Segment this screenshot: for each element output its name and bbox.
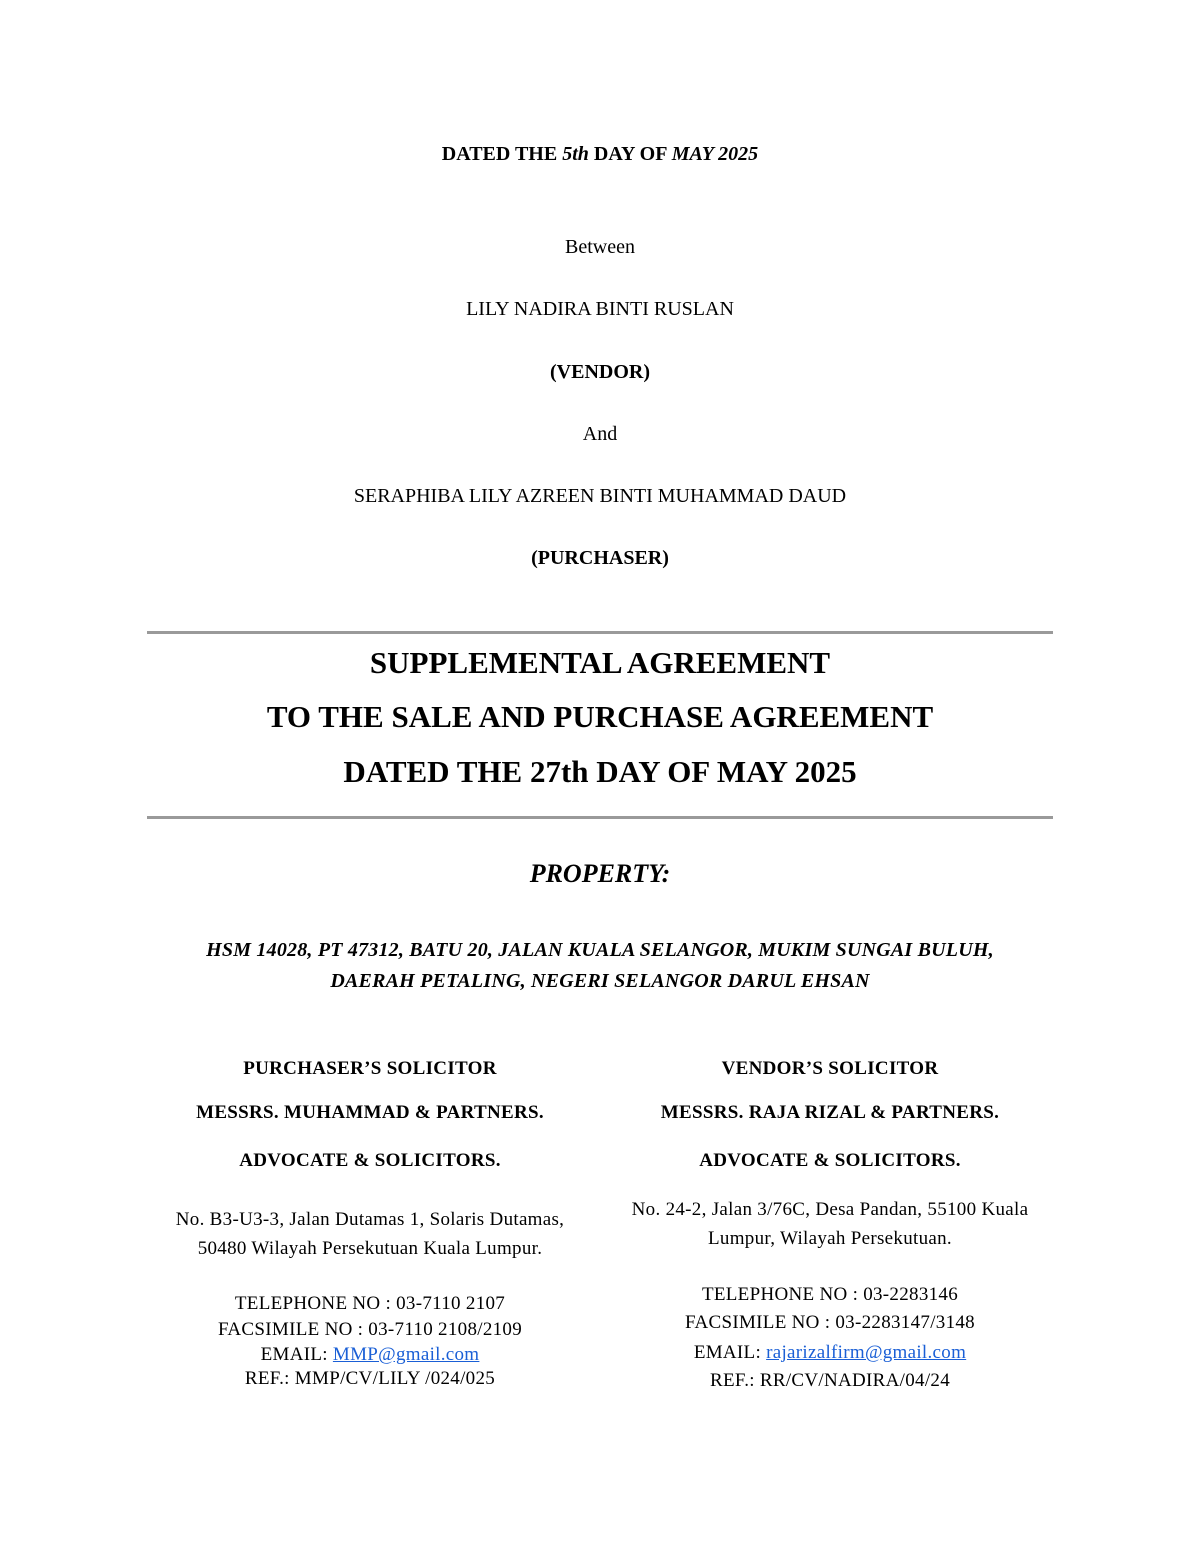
purchaser-solicitor-firm: MESSRS. MUHAMMAD & PARTNERS. xyxy=(196,1102,544,1123)
purchaser-solicitor-address-line-1: No. B3-U3-3, Jalan Dutamas 1, Solaris Dutamas, xyxy=(175,1209,565,1230)
title-rule-bottom xyxy=(147,816,1053,819)
purchaser-solicitor-type: ADVOCATE & SOLICITORS. xyxy=(239,1150,501,1171)
title-line-1: SUPPLEMENTAL AGREEMENT xyxy=(369,645,831,680)
purchaser-solicitor-email-label: EMAIL: xyxy=(260,1344,328,1365)
vendor-solicitor-email-line xyxy=(590,1342,1070,1364)
between-label: Between xyxy=(565,236,635,258)
property-description-line-1: HSM 14028, PT 47312, BATU 20, JALAN KUALA SELANGOR, MUKIM SUNGAI BULUH, xyxy=(206,939,994,961)
purchaser-solicitor-telephone: TELEPHONE NO : 03-7110 2107 xyxy=(234,1293,506,1314)
vendor-solicitor-heading: VENDOR’S SOLICITOR xyxy=(721,1058,939,1079)
title-line-2: TO THE SALE AND PURCHASE AGREEMENT xyxy=(266,699,934,734)
agreement-date-line xyxy=(0,143,1200,166)
vendor-solicitor-email-link[interactable]: rajarizalfirm@gmail.com xyxy=(766,1342,967,1363)
purchaser-role: (PURCHASER) xyxy=(531,547,669,569)
property-description-line-2: DAERAH PETALING, NEGERI SELANGOR DARUL EHSAN xyxy=(330,970,870,992)
vendor-solicitor-ref: REF.: RR/CV/NADIRA/04/24 xyxy=(709,1370,951,1391)
dated-month-year: MAY 2025 xyxy=(671,143,759,165)
purchaser-solicitor-email-link[interactable]: MMP@gmail.com xyxy=(332,1344,480,1365)
vendor-solicitor-block xyxy=(590,1058,1070,1398)
vendor-solicitor-type: ADVOCATE & SOLICITORS. xyxy=(699,1150,961,1171)
vendor-solicitor-telephone: TELEPHONE NO : 03-2283146 xyxy=(701,1284,959,1305)
and-label: And xyxy=(582,423,618,445)
property-heading: PROPERTY: xyxy=(529,859,671,888)
purchaser-solicitor-heading: PURCHASER’S SOLICITOR xyxy=(243,1058,497,1079)
purchaser-solicitor-block xyxy=(130,1058,610,1398)
title-rule-top xyxy=(147,631,1053,634)
vendor-role: (VENDOR) xyxy=(550,361,650,383)
purchaser-name: SERAPHIBA LILY AZREEN BINTI MUHAMMAD DAUD xyxy=(353,485,847,507)
dated-prefix: DATED THE xyxy=(441,143,558,165)
purchaser-solicitor-facsimile: FACSIMILE NO : 03-7110 2108/2109 xyxy=(217,1319,523,1340)
vendor-solicitor-email-label: EMAIL: xyxy=(693,1342,762,1363)
title-line-3: DATED THE 27th DAY OF MAY 2025 xyxy=(343,754,857,789)
dated-day: 5th xyxy=(562,143,589,165)
vendor-solicitor-address-line-2: Lumpur, Wilayah Persekutuan. xyxy=(708,1228,952,1249)
vendor-name: LILY NADIRA BINTI RUSLAN xyxy=(466,298,734,320)
purchaser-solicitor-address-line-2: 50480 Wilayah Persekutuan Kuala Lumpur. xyxy=(197,1238,543,1259)
purchaser-solicitor-email-line xyxy=(130,1344,610,1366)
vendor-solicitor-facsimile: FACSIMILE NO : 03-2283147/3148 xyxy=(685,1312,975,1333)
vendor-solicitor-firm: MESSRS. RAJA RIZAL & PARTNERS. xyxy=(660,1102,1000,1123)
purchaser-solicitor-ref: REF.: MMP/CV/LILY /024/025 xyxy=(244,1368,496,1389)
vendor-solicitor-address-line-1: No. 24-2, Jalan 3/76C, Desa Pandan, 55100 Kuala xyxy=(631,1199,1029,1220)
dated-middle: DAY OF xyxy=(593,143,667,165)
